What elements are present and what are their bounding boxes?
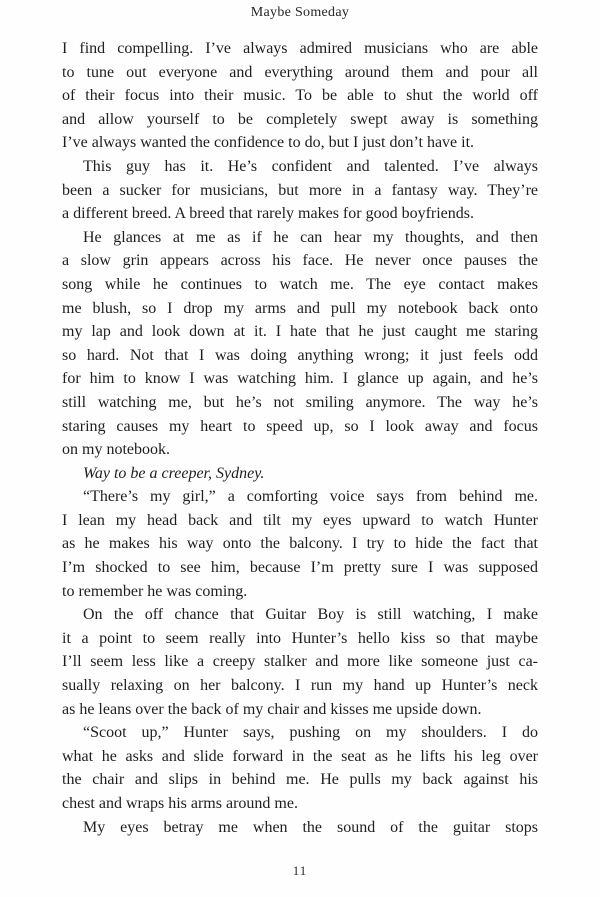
text-line: I’m shocked to see him, because I’m pretty sure I was supposed — [62, 559, 538, 577]
paragraph — [62, 226, 538, 462]
text-line: I lean my head back and tilt my eyes upward to watch Hunter — [62, 511, 538, 529]
paragraph — [62, 485, 538, 603]
paragraph — [62, 155, 538, 226]
text-line: This guy has it. He’s confident and talented. I’ve always — [83, 157, 538, 175]
text-line: still watching me, but he’s not smiling anymore. The way he’s — [62, 393, 538, 411]
text-line: me blush, so I drop my arms and pull my notebook back onto — [62, 299, 538, 317]
text-line: it a point to seem really into Hunter’s hello kiss so that maybe — [62, 629, 538, 647]
paragraph — [62, 816, 538, 840]
paragraph — [62, 603, 538, 721]
body-text — [62, 37, 538, 839]
text-line: been a sucker for musicians, but more in a fantasy way. They’re — [62, 181, 538, 199]
text-line: On the off chance that Guitar Boy is still watching, I make — [83, 606, 538, 624]
text-line: what he asks and slide forward in the seat as he lifts his leg over — [62, 747, 538, 765]
text-line: a slow grin appears across his face. He never once pauses the — [62, 252, 538, 270]
text-line: on my notebook. — [62, 441, 170, 459]
running-header: Maybe Someday — [250, 5, 350, 20]
text-line: to tune out everyone and everything around them and pour all — [62, 63, 538, 81]
text-line: “Scoot up,” Hunter says, pushing on my shoulders. I do — [83, 724, 538, 742]
text-line: of their focus into their music. To be able to shut the world off — [62, 87, 538, 105]
text-line: so hard. Not that I was doing anything wrong; it just feels odd — [62, 346, 538, 364]
text-line: the chair and slips in behind me. He pulls my back against his — [62, 771, 538, 789]
paragraph — [62, 721, 538, 815]
text-line: I find compelling. I’ve always admired musicians who are able — [62, 40, 538, 57]
text-line: I’ll seem less like a creepy stalker and more like someone just ca- — [62, 653, 538, 671]
text-line: for him to know I was watching him. I glance up again, and he’s — [62, 370, 538, 388]
text-line: chest and wraps his arms around me. — [62, 795, 298, 812]
text-line: as he leans over the back of my chair and kisses me upside down. — [62, 700, 482, 718]
text-line: “There’s my girl,” a comforting voice says from behind me. — [83, 488, 538, 506]
text-line: song while he continues to watch me. The eye contact makes — [62, 275, 538, 293]
text-line: Way to be a creeper, Sydney. — [83, 464, 265, 482]
text-line: a different breed. A breed that rarely makes for good boyfriends. — [62, 205, 474, 223]
paragraph — [62, 37, 538, 155]
text-line: I’ve always wanted the confidence to do, but I just don’t have it. — [62, 134, 475, 152]
text-line: He glances at me as if he can hear my thoughts, and then — [83, 228, 538, 246]
text-line: my lap and look down at it. I hate that he just caught me staring — [62, 323, 538, 341]
text-line: sually relaxing on her balcony. I run my hand up Hunter’s neck — [62, 677, 538, 695]
text-line: and allow yourself to be completely swept away is something — [62, 110, 538, 128]
page-number: 11 — [292, 863, 308, 878]
text-line: staring causes my heart to speed up, so I look away and focus — [62, 417, 538, 435]
text-line: My eyes betray me when the sound of the guitar stops — [83, 818, 538, 836]
text-line: to remember he was coming. — [62, 582, 248, 600]
paragraph-italic — [62, 462, 538, 486]
text-line: as he makes his way onto the balcony. I try to hide the fact that — [62, 535, 538, 553]
